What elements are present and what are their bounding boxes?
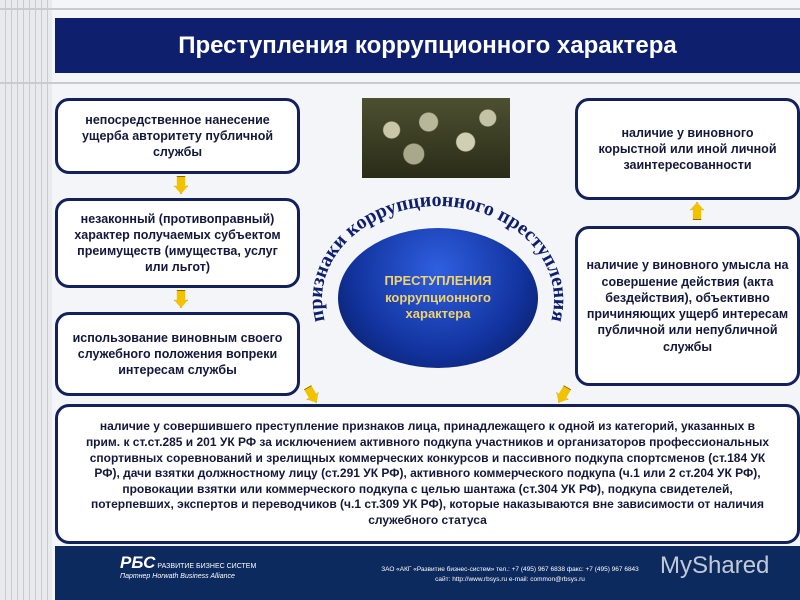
bottom-box: наличие у совершившего преступление признаков лица, принадлежащего к одной из категорий, указанных в прим. к ст.ст.285 и 201 УК РФ за исключением активного подкупа участников и организаторов профессиональных спортивных соревнований и зрелищных коммерческих конкурсов и пассивного подкупа спортсменов (ст.184 УК РФ), дачи взятки должностному лицу (ст.291 УК РФ), активного коммерческого подкупа (ч.1 или 2 ст.204 УК РФ), провокации взятки или коммерческого подкупа с целью шантажа (ст.304 УК РФ), подкупа свидетелей, потерпевших, экспертов и переводчиков (ч.1 ст.309 УК РФ), которые наказываются вне зависимости от наличия служебного статуса: [55, 404, 800, 544]
contacts: [380, 565, 640, 586]
left-box-3: использование виновным своего служебного положения вопреки интересам службы: [55, 312, 300, 396]
contacts-web: сайт: http://www.rbsys.ru e-mail: common@rbsys.ru: [435, 576, 585, 584]
divider: [0, 8, 800, 10]
divider: [0, 82, 800, 84]
decorative-strip: [0, 0, 52, 600]
left-box-2: незаконный (противоправный) характер получаемых субъектом преимуществ (имущества, услуг или льгот): [55, 198, 300, 288]
company-logo: [120, 553, 256, 580]
partner-text: Партнер Horwath Business Alliance: [120, 573, 235, 580]
right-box-2: наличие у виновного умысла на совершение действия (акта бездействия), объективно причиняющих ущерб интересам публичной или непубличной службы: [575, 226, 800, 386]
center-line: ПРЕСТУПЛЕНИЯ: [384, 272, 492, 288]
logo-subtitle: РАЗВИТИЕ БИЗНЕС СИСТЕМ: [157, 563, 257, 570]
center-line: коррупционного: [385, 289, 491, 305]
arrow-down-icon: [174, 290, 188, 308]
arrow-down-icon: [174, 176, 188, 194]
page-title: Преступления коррупционного характера: [55, 18, 800, 73]
logo-text: РБС: [120, 553, 156, 572]
center-line: характера: [405, 306, 471, 322]
left-box-1: непосредственное нанесение ущерба авторитету публичной службы: [55, 98, 300, 174]
contacts-phone: ЗАО «АКГ «Развитие бизнес-систем» тел.: +7 (495) 967 6838 факс: +7 (495) 967 6843: [381, 566, 639, 573]
watermark: MyShared: [660, 552, 770, 579]
svg-text:признаки коррупционного престу: признаки коррупционного преступления: [304, 189, 572, 325]
arc-text: [290, 170, 590, 390]
right-box-1: наличие у виновного корыстной или иной личной заинтересованности: [575, 98, 800, 200]
coins-image: [362, 98, 510, 178]
arrow-up-icon: [690, 202, 704, 220]
